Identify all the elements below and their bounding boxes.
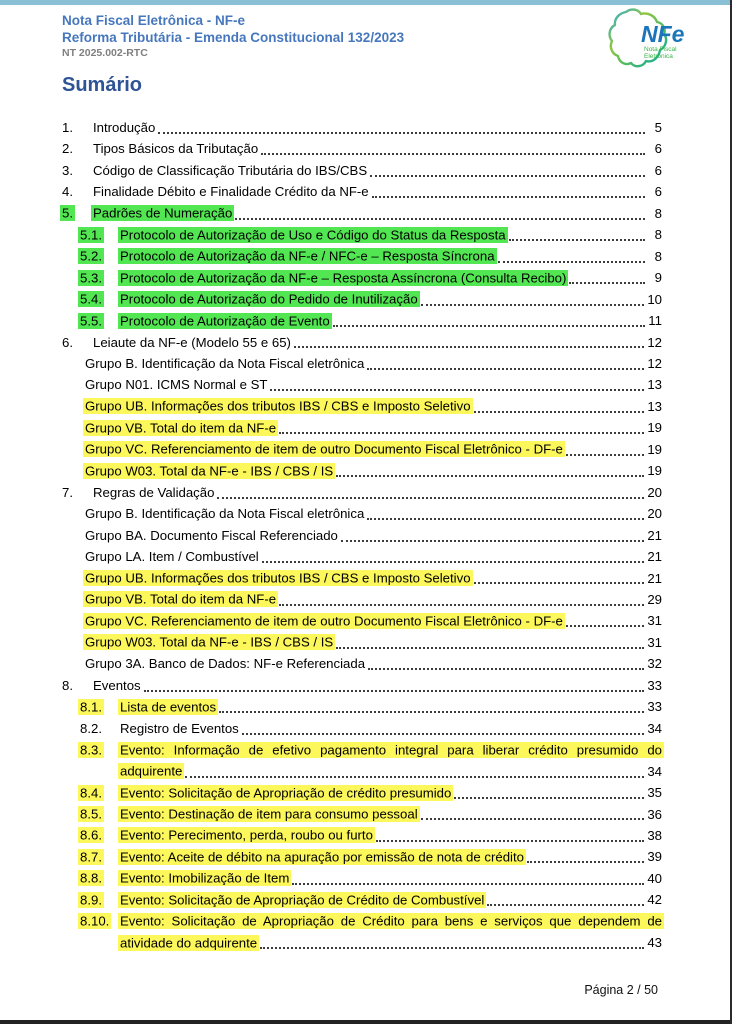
toc-item-body <box>120 696 662 717</box>
toc-item[interactable] <box>62 332 662 353</box>
toc-item-page: 38 <box>647 827 662 843</box>
toc-item-label: Evento: Imobilização de Item <box>120 870 290 886</box>
toc-item-body <box>120 868 662 889</box>
toc-item-line <box>120 889 662 910</box>
toc-item-number: 8.10. <box>80 913 110 929</box>
logo-text: NFe <box>641 21 685 47</box>
toc-dot-leader <box>279 604 644 606</box>
toc-item-number: 8.8. <box>80 870 102 886</box>
toc-item-page: 35 <box>647 785 662 801</box>
toc-item-line <box>85 439 662 460</box>
toc-item-body <box>85 439 662 460</box>
toc-item-label: Protocolo de Autorização do Pedido de Inutilização <box>120 291 418 307</box>
toc-dot-leader <box>185 776 644 778</box>
toc-item-body <box>85 417 662 438</box>
toc-item-number: 5.5. <box>80 313 102 329</box>
toc-item-page: 12 <box>647 334 662 350</box>
toc-item-line <box>120 932 662 953</box>
toc-item-page: 21 <box>647 570 662 586</box>
toc-item-number: 8. <box>62 677 73 693</box>
toc-item-body <box>93 203 662 224</box>
toc-item[interactable] <box>62 675 662 696</box>
toc-item-label: Evento: Solicitação de Apropriação de crédito presumido <box>120 785 452 801</box>
toc-item-page: 9 <box>654 270 662 286</box>
toc-item[interactable] <box>62 718 662 739</box>
toc-dot-leader <box>474 411 645 413</box>
header-title: Nota Fiscal Eletrônica - NF-e <box>62 13 246 28</box>
toc-item-line <box>93 181 662 202</box>
toc-item-line <box>120 911 662 932</box>
toc-item[interactable] <box>62 374 662 395</box>
toc-item-page: 39 <box>647 849 662 865</box>
toc-item[interactable] <box>62 482 662 503</box>
toc-item-body <box>93 181 662 202</box>
toc-item-page: 19 <box>647 420 662 436</box>
toc-item-body <box>120 911 662 954</box>
toc-item-label: Registro de Eventos <box>120 720 239 736</box>
toc-item-label: Grupo W03. Total da NF-e - IBS / CBS / IS <box>85 634 334 650</box>
toc-item-label: Introdução <box>93 120 156 135</box>
toc-item-label: Regras de Validação <box>93 484 215 500</box>
toc-item[interactable] <box>62 739 662 782</box>
toc-dot-leader <box>294 346 644 348</box>
toc-item-line <box>85 568 662 589</box>
toc-item-label: Grupo VB. Total do item da NF-e <box>85 420 277 436</box>
brazil-map-icon <box>604 6 704 72</box>
toc-item[interactable] <box>62 246 662 267</box>
toc-item-line <box>85 546 662 567</box>
toc-dot-leader <box>262 561 645 563</box>
toc-item-line <box>120 846 662 867</box>
toc-item-label: Grupo UB. Informações dos tributos IBS / CBS e Imposto Seletivo <box>85 570 471 586</box>
toc-item-label: Código de Classificação Tributária do IBS/CBS <box>93 162 368 178</box>
toc-item-label: Leiaute da NF-e (Modelo 55 e 65) <box>93 334 291 350</box>
toc-item-page: 8 <box>654 227 662 243</box>
toc-item-page: 13 <box>647 377 662 393</box>
toc-item-line <box>85 632 662 653</box>
toc-item-page: 8 <box>654 248 662 264</box>
toc-item-body <box>120 224 662 245</box>
toc-dot-leader <box>569 282 645 284</box>
toc-item-page: 21 <box>647 527 662 543</box>
toc-item[interactable] <box>62 546 662 567</box>
toc-dot-leader <box>336 475 644 477</box>
toc-item-number: 5.3. <box>80 270 102 286</box>
toc-dot-leader <box>279 432 644 434</box>
toc-item-body <box>120 782 662 803</box>
toc-item-body <box>120 267 662 288</box>
toc-item-number: 8.1. <box>80 699 102 715</box>
toc-item-label: Grupo VC. Referenciamento de item de outro Documento Fiscal Eletrônico - DF-e <box>85 441 563 457</box>
toc-dot-leader <box>487 904 644 906</box>
toc-item-body <box>93 160 662 181</box>
toc-item[interactable] <box>62 439 662 460</box>
toc-dot-leader <box>235 218 645 220</box>
toc-item-body <box>85 589 662 610</box>
toc-item-label: Evento: Perecimento, perda, roubo ou furto <box>120 827 373 843</box>
toc-item-label: Grupo UB. Informações dos tributos IBS / CBS e Imposto Seletivo <box>85 398 471 414</box>
toc-item-line <box>120 761 662 782</box>
toc-item-body <box>93 332 662 353</box>
toc-item-body <box>120 825 662 846</box>
toc-item-number: 5.4. <box>80 291 102 307</box>
toc-item[interactable] <box>62 138 662 159</box>
toc-item-body <box>93 117 662 138</box>
toc-item-page: 20 <box>647 484 662 500</box>
toc-item-line <box>85 374 662 395</box>
toc-item-line <box>85 396 662 417</box>
toc-dot-leader <box>474 582 645 584</box>
toc-dot-leader <box>261 153 645 155</box>
toc-dot-leader <box>372 196 645 198</box>
toc-item-label: Grupo LA. Item / Combustível <box>85 549 259 565</box>
toc-dot-leader <box>370 175 645 177</box>
toc-item-label: Grupo BA. Documento Fiscal Referenciado <box>85 527 338 543</box>
toc-dot-leader <box>368 668 644 670</box>
toc-item-page: 19 <box>647 463 662 479</box>
toc-item-label: adquirente <box>120 763 183 779</box>
toc-dot-leader <box>341 540 644 542</box>
toc-item-body <box>120 718 662 739</box>
toc-item-page: 6 <box>654 162 662 178</box>
toc-item[interactable] <box>62 589 662 610</box>
toc-dot-leader <box>292 883 644 885</box>
toc-item[interactable] <box>62 417 662 438</box>
toc-dot-leader <box>421 818 645 820</box>
toc-item[interactable] <box>62 911 662 954</box>
toc-item-body <box>85 568 662 589</box>
toc-item[interactable] <box>62 782 662 803</box>
document-header <box>62 13 404 60</box>
toc-item-label: Grupo 3A. Banco de Dados: NF-e Referenciada <box>85 656 366 672</box>
toc-item-page: 33 <box>647 699 662 715</box>
toc-item-line <box>120 696 662 717</box>
toc-item-page: 6 <box>654 141 662 157</box>
toc-item[interactable] <box>62 868 662 889</box>
toc-item-line <box>120 289 662 310</box>
toc-item-line <box>120 739 662 760</box>
toc-item-line <box>93 675 662 696</box>
toc-item-page: 21 <box>647 549 662 565</box>
toc-item-body <box>120 889 662 910</box>
toc-dot-leader <box>270 389 644 391</box>
logo-subtext-1: Nota Fiscal <box>644 46 677 53</box>
header-doc-number: NT 2025.002-RTC <box>62 47 148 59</box>
toc-item-body <box>120 310 662 331</box>
toc-item-page: 40 <box>647 870 662 886</box>
toc-dot-leader <box>566 454 644 456</box>
toc-item-body <box>85 503 662 524</box>
toc-item-label: Grupo B. Identificação da Nota Fiscal eletrônica <box>85 506 365 522</box>
toc-item-line <box>120 868 662 889</box>
toc-dot-leader <box>144 690 645 692</box>
toc-item-body <box>93 482 662 503</box>
toc-item-label: Eventos <box>93 677 141 693</box>
toc-item-line <box>93 160 662 181</box>
toc-item[interactable] <box>62 224 662 245</box>
toc-item-page: 34 <box>647 720 662 736</box>
toc-item[interactable] <box>62 353 662 374</box>
toc-dot-leader <box>367 368 644 370</box>
toc-dot-leader <box>242 733 645 735</box>
toc-item-body <box>120 246 662 267</box>
toc-item[interactable] <box>62 696 662 717</box>
toc-item[interactable] <box>62 632 662 653</box>
toc-item-line <box>93 203 662 224</box>
toc-item-body <box>93 138 662 159</box>
toc-item-line <box>120 804 662 825</box>
toc-item[interactable] <box>62 396 662 417</box>
toc-item-line <box>120 246 662 267</box>
toc-dot-leader <box>336 647 644 649</box>
toc-item-number: 2. <box>62 141 73 157</box>
toc-item-line <box>85 525 662 546</box>
toc-item-label: Grupo VB. Total do item da NF-e <box>85 591 277 607</box>
toc-item-number: 7. <box>62 484 73 500</box>
toc-item-body <box>85 353 662 374</box>
toc-item[interactable] <box>62 804 662 825</box>
logo-subtext-2: Eletrônica <box>644 53 673 60</box>
toc-item-number: 8.5. <box>80 806 102 822</box>
nfe-logo <box>604 6 704 72</box>
toc-item-page: 36 <box>647 806 662 822</box>
toc-item-label: Grupo B. Identificação da Nota Fiscal eletrônica <box>85 355 365 371</box>
toc-item-page: 10 <box>647 291 662 307</box>
toc-item-line <box>120 718 662 739</box>
toc-item-number: 5.1. <box>80 227 102 243</box>
toc-dot-leader <box>158 132 645 134</box>
toc-item-line <box>85 503 662 524</box>
page-title: Sumário <box>62 74 143 96</box>
toc-item-page: 42 <box>647 892 662 908</box>
toc-item-page: 20 <box>647 506 662 522</box>
toc-item-number: 8.7. <box>80 849 102 865</box>
toc-item[interactable] <box>62 289 662 310</box>
toc-item-number: 5. <box>62 205 73 221</box>
toc-item-line <box>85 417 662 438</box>
toc-dot-leader <box>527 861 644 863</box>
toc-item-number: 4. <box>62 184 73 200</box>
toc-item-number: 8.9. <box>80 892 102 908</box>
toc-item[interactable] <box>62 503 662 524</box>
toc-item-label: atividade do adquirente <box>120 935 258 951</box>
toc-item[interactable] <box>62 825 662 846</box>
toc-dot-leader <box>509 239 645 241</box>
toc-item-page: 11 <box>648 313 662 329</box>
toc-item-page: 29 <box>647 591 662 607</box>
toc-item-body <box>85 396 662 417</box>
toc-item-body <box>120 289 662 310</box>
toc-item-label: Finalidade Débito e Finalidade Crédito da NF-e <box>93 184 369 200</box>
toc-item-page: 34 <box>647 763 662 779</box>
window-bottom-edge <box>0 1020 730 1024</box>
toc-item-number: 8.2. <box>80 720 102 736</box>
toc-item[interactable] <box>62 653 662 674</box>
toc-dot-leader <box>498 261 645 263</box>
toc-item-label: Evento: Destinação de item para consumo pessoal <box>120 806 418 822</box>
toc <box>62 117 662 954</box>
toc-item-label: Evento: Solicitação de Apropriação de Crédito de Combustível <box>120 892 485 908</box>
toc-dot-leader <box>367 518 644 520</box>
toc-item-line <box>85 589 662 610</box>
toc-dot-leader <box>376 840 644 842</box>
toc-item[interactable] <box>62 846 662 867</box>
toc-item[interactable] <box>62 203 662 224</box>
toc-item-label: Evento: Informação de efetivo pagamento integral para liberar crédito presumido do <box>120 742 662 758</box>
toc-item-body <box>93 675 662 696</box>
toc-item-body <box>120 846 662 867</box>
toc-item[interactable] <box>62 267 662 288</box>
toc-item[interactable] <box>62 181 662 202</box>
toc-item-line <box>93 332 662 353</box>
toc-dot-leader <box>260 947 644 949</box>
toc-item-page: 32 <box>647 656 662 672</box>
toc-item-line <box>93 482 662 503</box>
toc-item-label: Protocolo de Autorização de Uso e Código do Status da Resposta <box>120 227 506 243</box>
toc-item-number: 8.4. <box>80 785 102 801</box>
toc-item-page: 33 <box>647 677 662 693</box>
window-top-edge <box>0 0 730 5</box>
toc-item-page: 8 <box>654 205 662 221</box>
toc-dot-leader <box>421 304 645 306</box>
toc-item[interactable] <box>62 310 662 331</box>
toc-item-body <box>85 525 662 546</box>
toc-item-number: 5.2. <box>80 248 102 264</box>
toc-item-label: Lista de eventos <box>120 699 217 715</box>
toc-dot-leader <box>217 497 644 499</box>
toc-item-page: 43 <box>647 935 662 951</box>
toc-item-line <box>120 310 662 331</box>
toc-item-page: 5 <box>654 120 662 135</box>
toc-item-line <box>120 267 662 288</box>
toc-item[interactable] <box>62 117 662 138</box>
toc-item[interactable] <box>62 610 662 631</box>
toc-item-label: Tipos Básicos da Tributação <box>93 141 259 157</box>
toc-item-label: Protocolo de Autorização da NF-e – Resposta Assíncrona (Consulta Recibo) <box>120 270 567 286</box>
toc-item-label: Padrões de Numeração <box>93 205 233 221</box>
toc-item-number: 3. <box>62 162 73 178</box>
toc-item-label: Evento: Aceite de débito na apuração por emissão de nota de crédito <box>120 849 524 865</box>
toc-item-line <box>120 224 662 245</box>
toc-item-body <box>85 460 662 481</box>
toc-item-number: 6. <box>62 334 73 350</box>
header-subtitle: Reforma Tributária - Emenda Constitucional 132/2023 <box>62 29 405 45</box>
toc-item-label: Grupo N01. ICMS Normal e ST <box>85 377 268 393</box>
page-indicator: Página 2 / 50 <box>584 983 658 997</box>
toc-item-line <box>93 138 662 159</box>
toc-item-page: 12 <box>647 355 662 371</box>
toc-item-body <box>85 374 662 395</box>
toc-item-body <box>120 804 662 825</box>
toc-item-body <box>85 610 662 631</box>
toc-item-page: 31 <box>647 613 662 629</box>
toc-item[interactable] <box>62 889 662 910</box>
toc-item-line <box>85 460 662 481</box>
toc-item[interactable] <box>62 160 662 181</box>
toc-dot-leader <box>566 625 644 627</box>
toc-dot-leader <box>454 797 644 799</box>
toc-item-label: Grupo VC. Referenciamento de item de outro Documento Fiscal Eletrônico - DF-e <box>85 613 563 629</box>
toc-item-label: Grupo W03. Total da NF-e - IBS / CBS / IS <box>85 463 334 479</box>
toc-item-body <box>85 653 662 674</box>
toc-item-line <box>93 117 662 138</box>
toc-item[interactable] <box>62 460 662 481</box>
toc-item-label: Evento: Solicitação de Apropriação de Crédito para bens e serviços que dependem de <box>120 913 662 929</box>
toc-item-body <box>85 632 662 653</box>
toc-item-line <box>85 610 662 631</box>
toc-item-page: 31 <box>647 634 662 650</box>
toc-item-body <box>120 739 662 782</box>
toc-item-number: 1. <box>62 120 73 135</box>
toc-item-line <box>120 782 662 803</box>
toc-item-line <box>85 353 662 374</box>
toc-dot-leader <box>219 711 644 713</box>
toc-item-label: Protocolo de Autorização da NF-e / NFC-e – Resposta Síncrona <box>120 248 495 264</box>
toc-dot-leader <box>333 325 645 327</box>
toc-item-line <box>120 825 662 846</box>
toc-item[interactable] <box>62 525 662 546</box>
toc-item-page: 13 <box>647 398 662 414</box>
toc-item-number: 8.3. <box>80 742 102 758</box>
toc-item-body <box>85 546 662 567</box>
toc-item-line <box>85 653 662 674</box>
toc-item-number: 8.6. <box>80 827 102 843</box>
toc-item-page: 6 <box>654 184 662 200</box>
toc-item-page: 19 <box>647 441 662 457</box>
toc-item[interactable] <box>62 568 662 589</box>
toc-item-label: Protocolo de Autorização de Evento <box>120 313 330 329</box>
